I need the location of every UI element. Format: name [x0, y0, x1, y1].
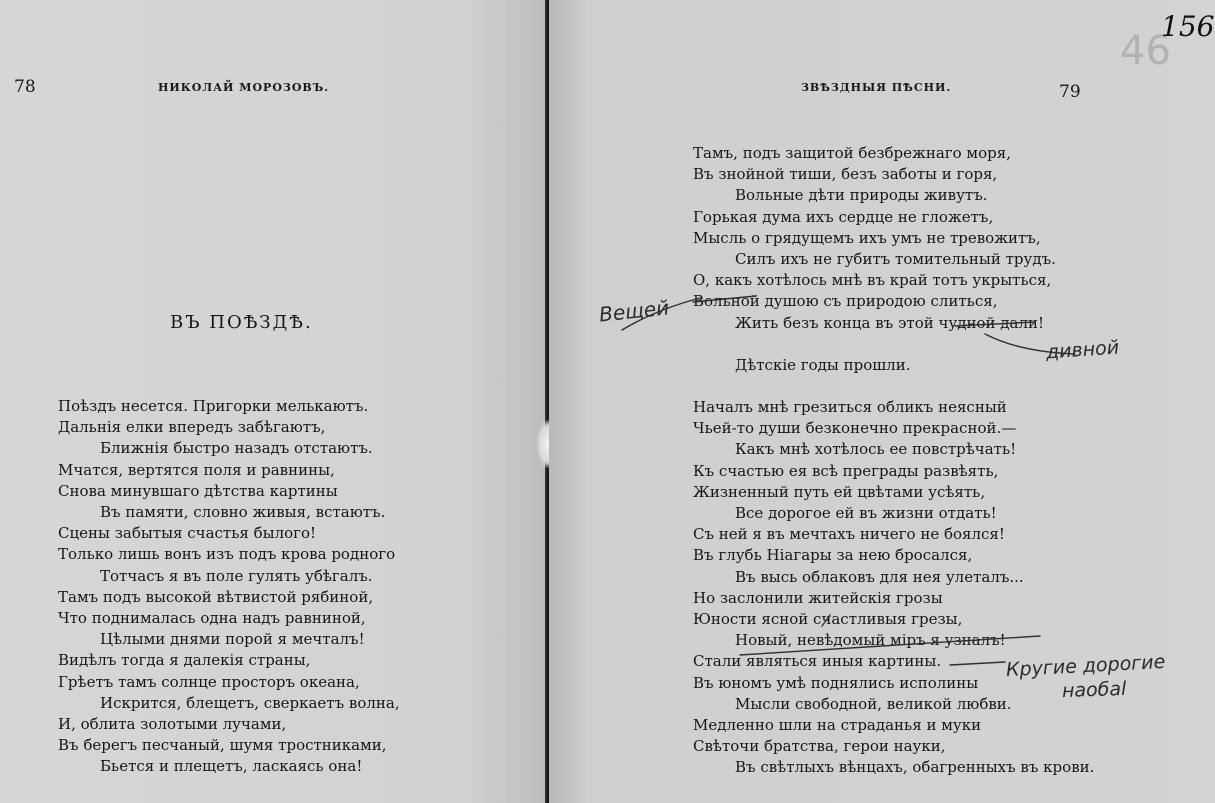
poem-line: Какъ мнѣ хотѣлось ее повстрѣчать! — [735, 440, 1017, 459]
poem-line: Стали являться иныя картины. — [693, 652, 942, 671]
poem-line: Свѣточи братства, герои науки, — [693, 737, 946, 756]
poem-line: Въ высь облаковъ для нея улеталъ... — [735, 567, 1024, 586]
margin-note-correction: Кругие дорогие — [1005, 650, 1166, 682]
poem-line: Грѣетъ тамъ солнце просторъ океана, — [58, 672, 360, 691]
poem-line: Ближнія быстро назадъ отстаютъ. — [100, 439, 373, 458]
poem-line: Тамъ, подъ защитой безбрежнаго моря, — [693, 144, 1011, 162]
poem-line: Въ глубь Ніагары за нею бросался, — [693, 546, 973, 565]
poem-line: Мысли свободной, великой любви. — [735, 694, 1012, 713]
poem-line: Снова минувшаго дѣтства картины — [58, 481, 338, 500]
poem-line: Вольной душою съ природою слиться, — [693, 292, 998, 311]
left-page — [0, 0, 547, 803]
poem-line: Жить безъ конца въ этой чудной дали! — [735, 313, 1045, 332]
poem-line: Въ берегъ песчаный, шумя тростниками, — [58, 736, 387, 755]
faint-pencil-number: 46 — [1120, 28, 1171, 74]
left-running-head: НИКОЛАЙ МОРОЗОВЪ. — [158, 81, 330, 94]
poem-line: Юности ясной счастливыя грезы, — [693, 610, 963, 629]
poem-line: Медленно шли на страданья и муки — [693, 716, 982, 735]
poem-line: Дѣтскіе годы прошли. — [735, 355, 911, 374]
poem-line: Что поднималась одна надъ равниной, — [58, 609, 366, 628]
poem-line: И, облита золотыми лучами, — [58, 715, 287, 734]
poem-line: Въ памяти, словно живыя, встаютъ. — [100, 503, 386, 522]
right-poem — [693, 143, 1094, 779]
poem-line: Въ юномъ умѣ поднялись исполины — [693, 673, 979, 692]
left-poem — [58, 396, 400, 778]
poem-line: Искрится, блещетъ, сверкаетъ волна, — [100, 693, 400, 712]
poem-line: Видѣлъ тогда я далекія страны, — [58, 651, 311, 670]
poem-line: Силъ ихъ не губитъ томительный трудъ. — [735, 250, 1056, 269]
poem-line: Вольные дѣти природы живутъ. — [735, 186, 988, 205]
poem-title: ВЪ ПОѢЗДѢ. — [170, 312, 313, 333]
poem-line: Началъ мнѣ грезиться обликъ неясный — [693, 398, 1007, 417]
right-running-head: ЗВѢЗДНЫЯ ПѢСНИ. — [801, 81, 952, 94]
margin-note-left: Вещей — [597, 295, 671, 327]
poem-line: Сцены забытыя счастья былого! — [58, 524, 317, 543]
margin-note-replacement: дивной — [1045, 336, 1120, 364]
poem-line: О, какъ хотѣлось мнѣ въ край тотъ укрыться, — [693, 271, 1052, 290]
right-page-number: 79 — [1059, 82, 1081, 102]
poem-line: Только лишь вонъ изъ подъ крова родного — [58, 545, 396, 564]
poem-line: Мысль о грядущемъ ихъ умъ не тревожитъ, — [693, 228, 1041, 247]
right-page — [549, 0, 1215, 803]
poem-line: Съ ней я въ мечтахъ ничего не боялся! — [693, 525, 1005, 544]
poem-line: Мчатся, вертятся поля и равнины, — [58, 460, 335, 479]
poem-line: Все дорогое ей въ жизни отдать! — [735, 504, 997, 523]
poem-line: Жизненный путь ей цвѣтами усѣять, — [693, 482, 986, 501]
poem-line: Новый, невѣдомый міръ я узналъ! — [735, 631, 1006, 650]
margin-note-correction-2: наобаl — [1061, 677, 1127, 703]
poem-line: Къ счастью ея всѣ преграды развѣять, — [693, 461, 999, 480]
poem-line: Цѣлыми днями порой я мечталъ! — [100, 630, 365, 649]
poem-line: Горькая дума ихъ сердце не гложетъ, — [693, 207, 994, 226]
poem-line: Тамъ подъ высокой вѣтвистой рябиной, — [58, 587, 374, 606]
archive-folio-number: 156 — [1161, 10, 1215, 43]
left-page-number: 78 — [14, 77, 36, 97]
poem-line: Дальнія елки впередъ забѣгаютъ, — [58, 418, 326, 437]
poem-line: Бьется и плещетъ, ласкаясь она! — [100, 757, 363, 776]
poem-line: Тотчасъ я въ поле гулять убѣгалъ. — [100, 566, 373, 585]
poem-line: Чьей-то души безконечно прекрасной.— — [693, 419, 1017, 438]
poem-line: Въ знойной тиши, безъ заботы и горя, — [693, 165, 998, 184]
poem-line: Въ свѣтлыхъ вѣнцахъ, обагренныхъ въ крови. — [735, 758, 1095, 777]
poem-line: Поѣздъ несется. Пригорки мелькаютъ. — [58, 397, 369, 415]
poem-line: Но заслонили житейскія грозы — [693, 588, 943, 607]
